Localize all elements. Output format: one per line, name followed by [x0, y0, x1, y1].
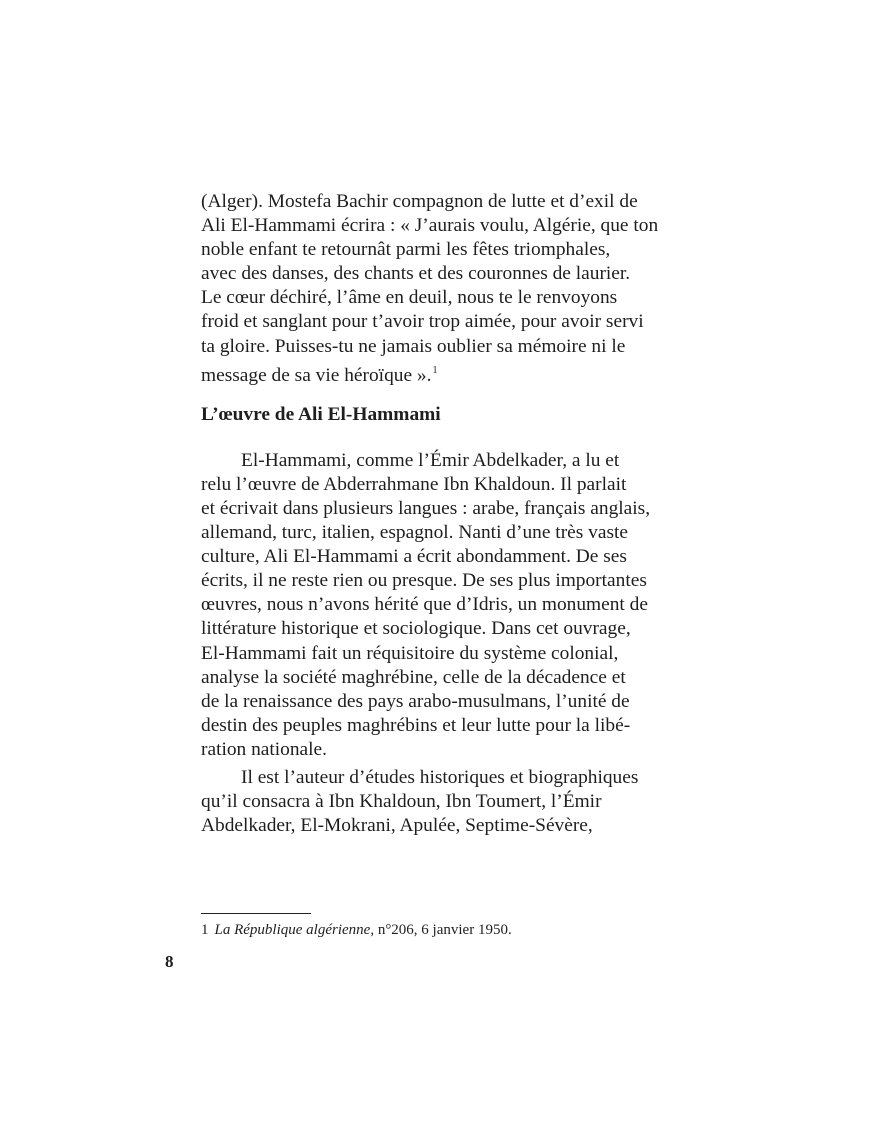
text-line: El-Hammami, comme l’Émir Abdelkader, a lu et	[241, 449, 620, 471]
footnote-title: La République algérienne	[214, 922, 371, 938]
text-line: Il est l’auteur d’études historiques et biographiques	[241, 766, 639, 788]
text-line: analyse la société maghrébine, celle de la décadence et	[201, 666, 626, 688]
paragraph-1	[201, 190, 667, 386]
text-line-last	[201, 359, 667, 386]
text-line: Ali El-Hammami écrira : « J’aurais voulu, Algérie, que ton	[201, 215, 659, 237]
footnote	[201, 920, 512, 940]
text-line: qu’il consacra à Ibn Khaldoun, Ibn Toumert, l’Émir	[201, 791, 602, 813]
text-line: ration nationale.	[201, 738, 327, 760]
text-line: avec des danses, des chants et des couronnes de laurier.	[201, 263, 631, 285]
text-line: Abdelkader, El-Mokrani, Apulée, Septime-Sévère,	[201, 815, 593, 837]
text-line: littérature historique et sociologique. Dans cet ouvrage,	[201, 618, 631, 640]
text-line: destin des peuples maghrébins et leur lutte pour la libé-	[201, 714, 631, 736]
text-line: relu l’œuvre de Abderrahmane Ibn Khaldoun. Il parlait	[201, 473, 627, 495]
text-line: noble enfant te retournât parmi les fêtes triomphales,	[201, 239, 611, 261]
paragraph-2	[201, 449, 667, 762]
text-line: ta gloire. Puisses-tu ne jamais oublier sa mémoire ni le	[201, 335, 626, 357]
text-line: culture, Ali El-Hammami a écrit abondamment. De ses	[201, 546, 627, 568]
text-line: El-Hammami fait un réquisitoire du système colonial,	[201, 642, 619, 664]
text-line: écrits, il ne reste rien ou presque. De ses plus importantes	[201, 570, 647, 592]
text-line: Le cœur déchiré, l’âme en deuil, nous te le renvoyons	[201, 287, 618, 309]
footnote-number: 1	[201, 922, 209, 938]
text-line: et écrivait dans plusieurs langues : arabe, français anglais,	[201, 497, 651, 519]
body-text	[201, 190, 667, 838]
footnote-details: , n°206, 6 janvier 1950.	[370, 922, 512, 938]
footnote-separator	[201, 913, 311, 914]
text-line: froid et sanglant pour t’avoir trop aimée, pour avoir servi	[201, 311, 644, 333]
text-line: de la renaissance des pays arabo-musulmans, l’unité de	[201, 690, 630, 712]
paragraph-3	[201, 766, 667, 838]
text-line-content: message de sa vie héroïque ».	[201, 364, 432, 386]
page-number: 8	[165, 952, 174, 971]
text-line: œuvres, nous n’avons hérité que d’Idris, un monument de	[201, 594, 648, 616]
text-line: allemand, turc, italien, espagnol. Nanti d’une très vaste	[201, 522, 628, 544]
text-line: (Alger). Mostefa Bachir compagnon de lutte et d’exil de	[201, 191, 638, 212]
section-heading: L’œuvre de Ali El-Hammami	[201, 403, 441, 425]
footnote-reference[interactable]: 1	[432, 364, 438, 376]
